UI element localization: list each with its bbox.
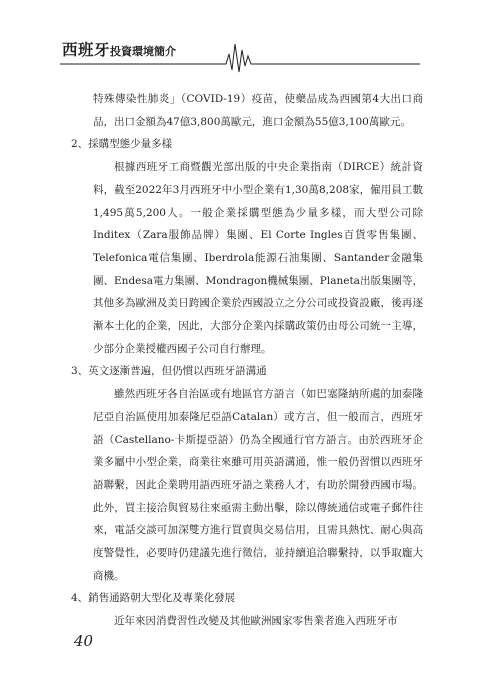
section-heading-procurement: 2、採購型態少量多樣 [71,138,173,151]
paragraph-language: 雖然西班牙各自治區或有地區官方語言（如巴塞隆納所處的加泰隆尼亞自治區使用加泰隆尼亞語Catalan）或方言，但一般而言，西班牙語（Castellano-卡斯提亞語）仍為全國通行官方語言。由於西班牙企業多屬中小型企業，商業往來雖可用英語溝通，惟一般仍習慣以西班牙語聯繫，因此企業聘用語西班牙語之業務人才，有助於開發西國市場。此外，買主接洽與貿易往來亟需主動出擊，除以傳統通信或電子郵件往來，電話交談可加深雙方進行買賣與交易信用，且需具熱忱、耐心與高度警覺性，必要時仍建議先進行徵信，並持續追洽聯繫持，以爭取龐大商機。 [93,388,423,582]
section-heading-language: 3、英文逐漸普遍，但仍慣以西班牙語溝通 [71,365,267,378]
running-header [0,30,480,74]
header-title-sub: 投資環境簡介 [110,45,177,58]
section-heading-retail-channels: 4、銷售通路朝大型化及專業化發展 [71,592,236,605]
paragraph-procurement: 根據西班牙工商暨觀光部出版的中央企業指南（DIRCE）統計資料，截至2022年3月西班牙中小型企業有1,30萬8,208家，僱用員工數1,495萬5,200人。一般企業採購型態為少量多樣，而大型公司除Inditex（Zara服飾品牌）集團、El Corte Ingles百貨零售集團、Telefonica電信集團、Iberdrola能源石油集團、Santander金融集團、Endesa電力集團、Mondragon機械集團、Planeta出版集團等，其他多為歐洲及美日跨國企業於西國設立之分公司或投資設廠，後再逐漸本土化的企業，因此，大部分企業內採購政策仍由母公司統一主導，少部分企業授權西國子公司自行辦理。 [93,161,423,355]
page-number: 40 [74,632,94,650]
paragraph-covid-exports: 特殊傳染性肺炎」（COVID-19）疫苗，使藥品成為西國第4大出口商品，出口金額為47億3,800萬歐元，進口金額為55億3,100萬歐元。 [93,93,423,128]
header-title-main: 西班牙 [62,41,111,59]
paragraph-retail-channels: 近年來因消費習性改變及其他歐洲國家零售業者進入西班牙市 [114,615,398,628]
header-title [62,40,176,62]
page-body [71,88,423,633]
